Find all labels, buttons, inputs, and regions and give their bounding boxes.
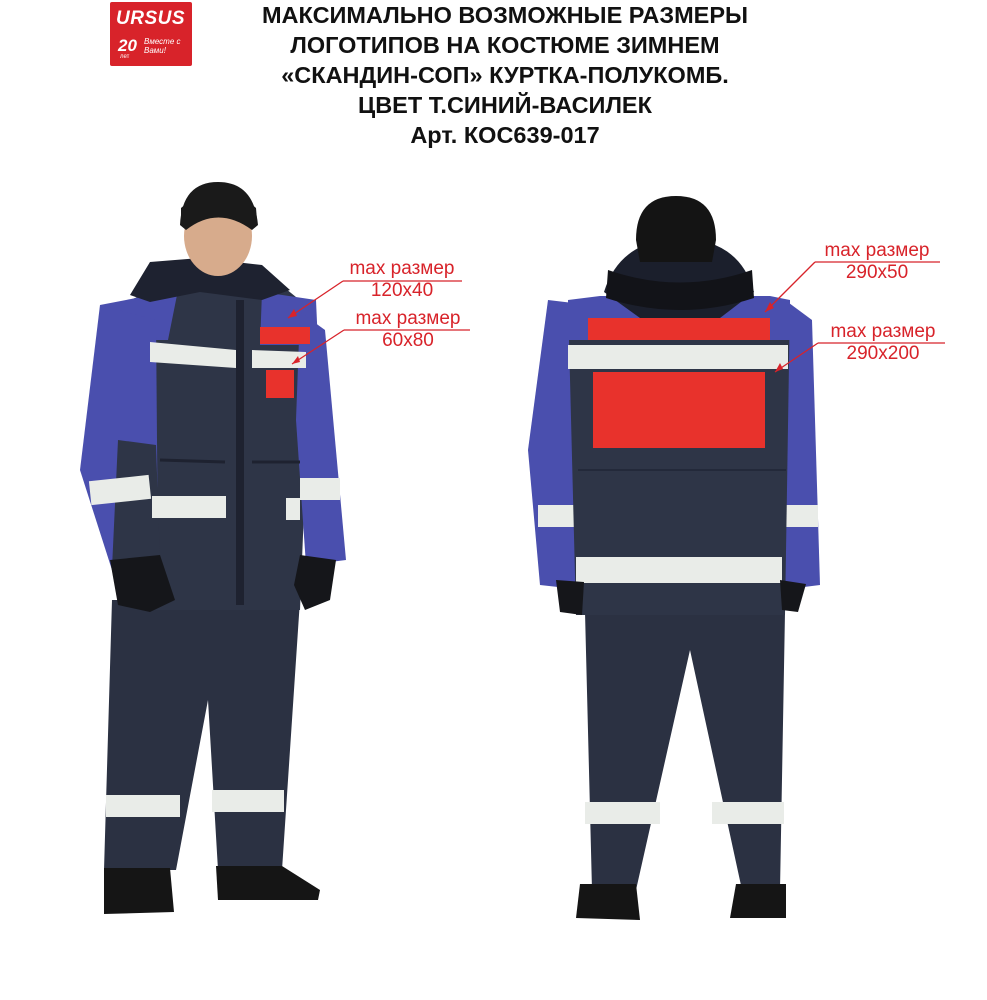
front-pocket-logo-area [266, 370, 294, 398]
back-main-caption: max размер [830, 321, 936, 342]
back-main-size: 290x200 [846, 343, 920, 364]
front-pocket-caption: max размер [355, 308, 461, 329]
front-chest-size: 120x40 [370, 280, 434, 301]
back-top-annotation [812, 240, 942, 284]
title-line-4: ЦВЕТ Т.СИНИЙ-ВАСИЛЕК [358, 92, 652, 118]
back-view-figure [528, 196, 820, 920]
logo-slogan: Вместе с Вами! [144, 37, 181, 55]
front-chest-logo-area [260, 327, 310, 344]
back-top-size: 290x50 [845, 262, 909, 283]
back-top-caption: max размер [824, 240, 930, 261]
title-line-3: «СКАНДИН-СОП» КУРТКА-ПОЛУКОМБ. [281, 62, 729, 88]
back-top-logo-area [588, 318, 770, 340]
front-view-figure [80, 182, 346, 914]
logo-years-suffix: лет [120, 54, 130, 60]
title-line-2: ЛОГОТИПОВ НА КОСТЮМЕ ЗИМНЕМ [290, 32, 720, 58]
front-pocket-size: 60x80 [382, 330, 434, 351]
logo-brand: URSUS [116, 8, 186, 29]
back-main-annotation [818, 321, 948, 365]
back-main-logo-area [593, 372, 765, 448]
logo-years: 20 [118, 36, 137, 55]
title-line-5: Арт. КОС639-017 [410, 122, 600, 148]
title-line-1: МАКСИМАЛЬНО ВОЗМОЖНЫЕ РАЗМЕРЫ [261, 2, 749, 28]
front-pocket-annotation [344, 308, 472, 352]
front-chest-annotation [338, 258, 466, 302]
front-chest-caption: max размер [349, 258, 455, 279]
